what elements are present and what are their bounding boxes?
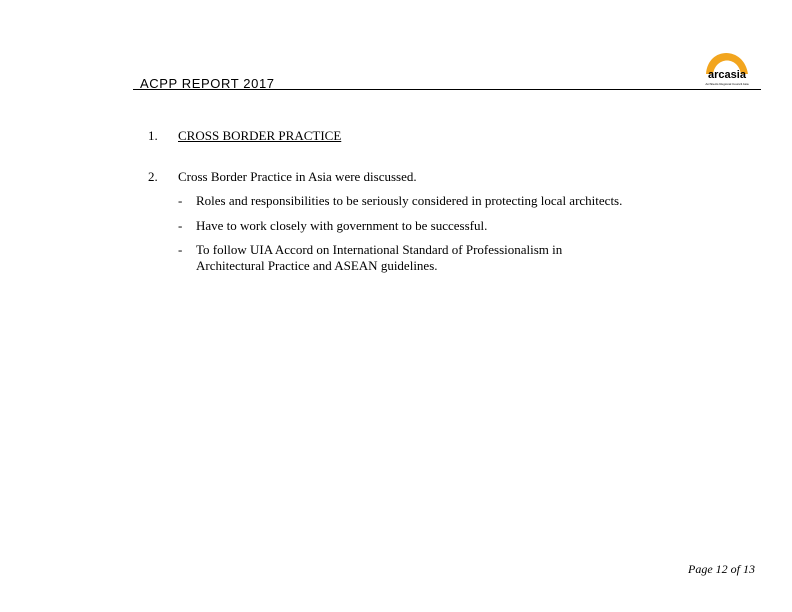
header-title: ACPP REPORT 2017 bbox=[140, 76, 275, 91]
item-number: 1. bbox=[148, 128, 158, 143]
bullet-dash: - bbox=[178, 193, 183, 208]
bullet-text: Roles and responsibilities to be seriously considered in protecting local architects. bbox=[196, 193, 623, 208]
arcasia-logo bbox=[696, 44, 758, 90]
item-text: Cross Border Practice in Asia were discussed. bbox=[178, 169, 417, 184]
logo-subtitle: Architects Regional Council Asia bbox=[705, 82, 749, 86]
header-rule bbox=[133, 89, 761, 90]
section-heading: CROSS BORDER PRACTICE bbox=[178, 128, 342, 143]
bullet-dash: - bbox=[178, 242, 183, 257]
bullet-text: Architectural Practice and ASEAN guidelines. bbox=[196, 258, 438, 273]
bullet-text: To follow UIA Accord on International Standard of Professionalism in bbox=[196, 242, 563, 257]
bullet-text: Have to work closely with government to be successful. bbox=[196, 218, 488, 233]
bullet-dash: - bbox=[178, 218, 183, 233]
item-number: 2. bbox=[148, 169, 158, 184]
logo-word: arcasia bbox=[708, 69, 746, 81]
page-number: Page 12 of 13 bbox=[688, 562, 755, 576]
